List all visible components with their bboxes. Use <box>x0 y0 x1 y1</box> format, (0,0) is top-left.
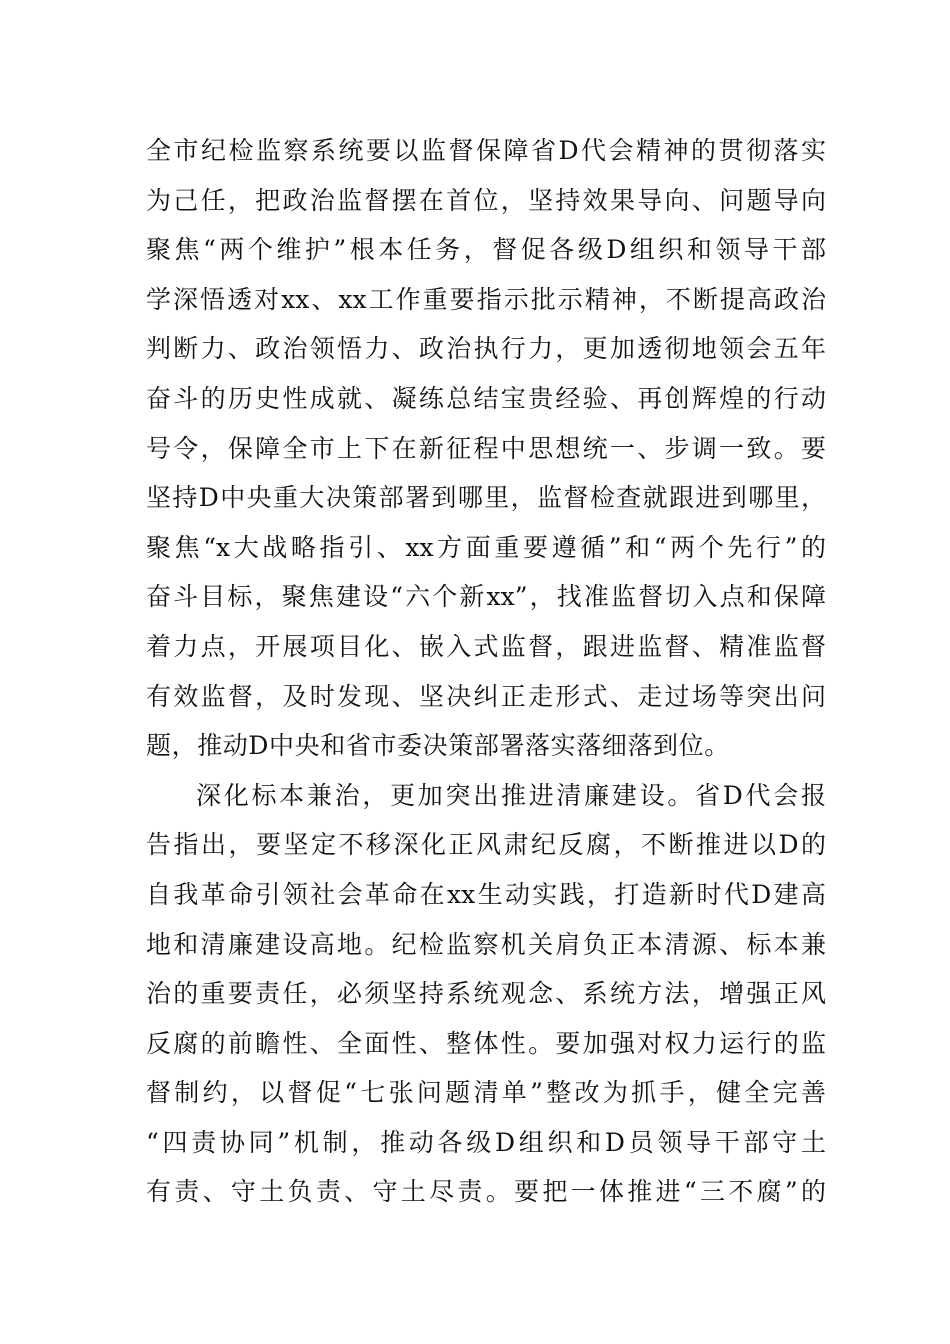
paragraph-line: 督制约，以督促“七张问题清单”整改为抓手，健全完善 <box>146 1078 826 1108</box>
paragraph-line: 深化标本兼治，更加突出推进清廉建设。省D代会报 <box>196 780 826 810</box>
paragraph-line: 号令，保障全市上下在新征程中思想统一、步调一致。要 <box>146 433 826 463</box>
paragraph-line: 告指出，要坚定不移深化正风肃纪反腐，不断推进以D的 <box>146 830 826 860</box>
paragraph-line: 聚焦“两个维护”根本任务，督促各级D组织和领导干部 <box>146 235 826 265</box>
paragraph-line: 着力点，开展项目化、嵌入式监督，跟进监督、精准监督 <box>146 631 826 661</box>
paragraph-2 <box>146 771 826 1217</box>
paragraph-line: 自我革命引领社会革命在xx生动实践，打造新时代D建高 <box>146 879 826 909</box>
paragraph-line: 有责、守土负责、守土尽责。要把一体推进“三不腐”的 <box>146 1177 826 1207</box>
paragraph-line: 奋斗目标，聚焦建设“六个新xx”，找准监督切入点和保障 <box>146 582 826 612</box>
paragraph-line: “四责协同”机制，推动各级D组织和D员领导干部守土 <box>146 1127 826 1157</box>
paragraph-1 <box>146 126 826 771</box>
paragraph-line: 聚焦“x大战略指引、xx方面重要遵循”和“两个先行”的 <box>146 532 826 562</box>
document-body <box>146 126 826 1217</box>
paragraph-line: 全市纪检监察系统要以监督保障省D代会精神的贯彻落实 <box>146 136 826 165</box>
paragraph-line: 学深悟透对xx、xx工作重要指示批示精神，不断提高政治 <box>146 284 826 314</box>
paragraph-line: 反腐的前瞻性、全面性、整体性。要加强对权力运行的监 <box>146 1028 826 1058</box>
paragraph-line: 地和清廉建设高地。纪检监察机关肩负正本清源、标本兼 <box>146 929 826 959</box>
paragraph-line: 题，推动D中央和省市委决策部署落实落细落到位。 <box>146 731 730 761</box>
paragraph-line: 有效监督，及时发现、坚决纠正走形式、走过场等突出问 <box>146 681 826 711</box>
paragraph-line: 奋斗的历史性成就、凝练总结宝贵经验、再创辉煌的行动 <box>146 383 826 413</box>
paragraph-line: 坚持D中央重大决策部署到哪里，监督检查就跟进到哪里， <box>146 483 826 513</box>
paragraph-line: 治的重要责任，必须坚持系统观念、系统方法，增强正风 <box>146 979 826 1009</box>
paragraph-line: 为己任，把政治监督摆在首位，坚持效果导向、问题导向 <box>146 185 826 215</box>
paragraph-line: 判断力、政治领悟力、政治执行力，更加透彻地领会五年 <box>146 334 826 364</box>
